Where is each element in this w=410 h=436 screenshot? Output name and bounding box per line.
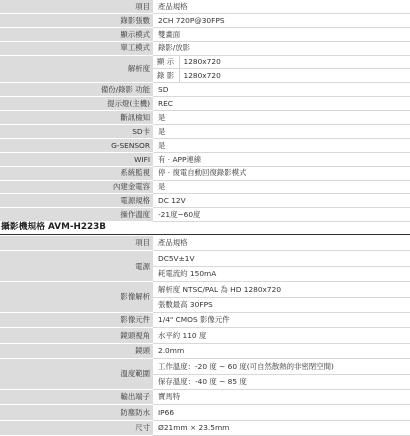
row-value: 產品規格 bbox=[153, 236, 410, 251]
table-row bbox=[0, 236, 410, 251]
row-label: G-SENSOR bbox=[0, 138, 153, 152]
table-row bbox=[0, 138, 410, 152]
sub-value: 1280x720 bbox=[179, 69, 410, 83]
table-row bbox=[0, 389, 410, 404]
row-label: 備份/錄影 功能 bbox=[0, 83, 153, 97]
row-value: 是 bbox=[153, 111, 410, 125]
row-value: 1/4" CMOS 影像元件 bbox=[153, 312, 410, 327]
row-label: 操作溫度 bbox=[0, 208, 153, 222]
row-value: 產品規格 bbox=[153, 0, 410, 13]
table-row bbox=[0, 328, 410, 343]
table-row bbox=[0, 13, 410, 27]
table-row bbox=[0, 282, 410, 297]
row-label: 輸出端子 bbox=[0, 389, 153, 404]
row-value: 2.0mm bbox=[153, 343, 410, 358]
table-row bbox=[0, 420, 410, 435]
row-value: -21度~60度 bbox=[153, 208, 410, 222]
table-row bbox=[0, 111, 410, 125]
row-label: 尺寸 bbox=[0, 420, 153, 435]
row-label: 顯示模式 bbox=[0, 27, 153, 41]
row-value: 是 bbox=[153, 138, 410, 152]
row-value: 雙畫面 bbox=[153, 27, 410, 41]
sub-label: 顯 示 bbox=[153, 55, 179, 69]
row-label: 溫度範圍 bbox=[0, 359, 153, 390]
row-label: 斷訊檢知 bbox=[0, 111, 153, 125]
row-value: 錄影/放影 bbox=[153, 41, 410, 55]
row-value: 是 bbox=[153, 180, 410, 194]
row-label: SD卡 bbox=[0, 125, 153, 139]
row-label: 防塵防水 bbox=[0, 405, 153, 420]
row-value: Ø21mm × 23.5mm bbox=[153, 420, 410, 435]
table-row bbox=[0, 41, 410, 55]
row-value: 停 · 復電自動回復錄影模式 bbox=[153, 166, 410, 180]
camera-spec-table bbox=[0, 236, 410, 436]
table-row bbox=[0, 359, 410, 374]
row-label: 單工模式 bbox=[0, 41, 153, 55]
row-value: 耗電流約 150mA bbox=[153, 266, 410, 281]
row-label: 鏡頭視角 bbox=[0, 328, 153, 343]
row-label: 影像元件 bbox=[0, 312, 153, 327]
row-value: 保存溫度：-40 度 ~ 85 度 bbox=[153, 374, 410, 389]
row-label: 電源規格 bbox=[0, 194, 153, 208]
sub-value: 1280x720 bbox=[179, 55, 410, 69]
row-value: IP66 bbox=[153, 405, 410, 420]
table-row bbox=[0, 0, 410, 13]
row-value: 解析度 NTSC/PAL 為 HD 1280x720 bbox=[153, 282, 410, 297]
row-value: SD bbox=[153, 83, 410, 97]
row-label: 系統監視 bbox=[0, 166, 153, 180]
table-row bbox=[0, 83, 410, 97]
table-row bbox=[0, 55, 410, 69]
row-value: 寶馬特 bbox=[153, 389, 410, 404]
row-label: 內建金電容 bbox=[0, 180, 153, 194]
row-label: 電源 bbox=[0, 251, 153, 282]
table-row bbox=[0, 194, 410, 208]
table-row bbox=[0, 180, 410, 194]
table-row bbox=[0, 97, 410, 111]
table-row bbox=[0, 405, 410, 420]
row-value: 張數最高 30FPS bbox=[153, 297, 410, 312]
table-row bbox=[0, 343, 410, 358]
row-label: 錄影張數 bbox=[0, 13, 153, 27]
row-label: 影像解析 bbox=[0, 282, 153, 313]
table-row bbox=[0, 166, 410, 180]
table-row bbox=[0, 125, 410, 139]
row-value: 有 · APP連線 bbox=[153, 152, 410, 166]
sub-label: 錄 影 bbox=[153, 69, 179, 83]
row-value: 水平約 110 度 bbox=[153, 328, 410, 343]
row-value: 2CH 720P@30FPS bbox=[153, 13, 410, 27]
row-value: REC bbox=[153, 97, 410, 111]
row-label: 解析度 bbox=[0, 55, 153, 83]
table-row bbox=[0, 27, 410, 41]
row-label: 鏡頭 bbox=[0, 343, 153, 358]
row-value: 是 bbox=[153, 125, 410, 139]
row-label: WIFI bbox=[0, 152, 153, 166]
camera-spec-section-title: 攝影機規格 AVM-H223B bbox=[0, 220, 410, 235]
row-value: 工作溫度：-20 度 ~ 60 度(可自然散熱的非密閉空間) bbox=[153, 359, 410, 374]
table-row bbox=[0, 251, 410, 266]
row-label: 提示燈(主機) bbox=[0, 97, 153, 111]
table-row bbox=[0, 312, 410, 327]
table-row bbox=[0, 152, 410, 166]
row-label: 項目 bbox=[0, 236, 153, 251]
row-value: DC 12V bbox=[153, 194, 410, 208]
row-value: DC5V±1V bbox=[153, 251, 410, 266]
row-label: 項目 bbox=[0, 0, 153, 13]
